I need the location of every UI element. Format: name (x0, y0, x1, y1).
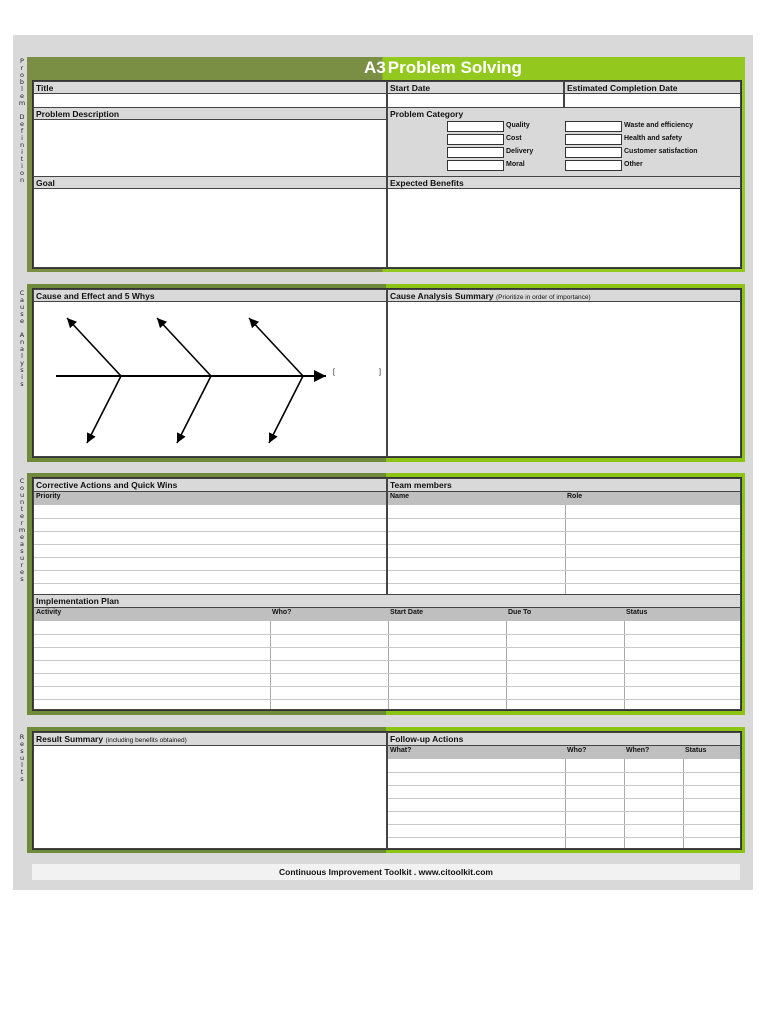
side-letter: C (19, 289, 25, 297)
side-letter: l (21, 761, 23, 769)
side-letter: R (19, 733, 25, 741)
side-label-results (18, 734, 26, 783)
row-divider (34, 544, 386, 545)
activity-column-header: Activity (34, 608, 270, 621)
role-column-header: Role (565, 492, 740, 505)
implementation-plan-cell (33, 594, 741, 710)
row-divider (388, 583, 740, 584)
title-field[interactable] (34, 94, 386, 107)
fishbone-bone-lower-1 (87, 376, 121, 443)
completion-date-label: Estimated Completion Date (565, 82, 740, 94)
completion-date-field[interactable] (565, 94, 740, 107)
expected-benefits-field[interactable] (388, 189, 740, 267)
fishbone-diagram (34, 302, 386, 456)
problem-description-field[interactable] (34, 120, 386, 176)
side-letter: s (20, 547, 24, 555)
category-label-delivery: Delivery (506, 148, 534, 155)
row-divider (388, 531, 740, 532)
cause-summary-title: Cause Analysis Summary (390, 291, 494, 301)
start-date-label: Start Date (388, 82, 563, 94)
cause-summary-label (388, 290, 740, 302)
row-divider (34, 647, 740, 648)
side-letter: a (20, 540, 24, 548)
cause-summary-field[interactable] (388, 302, 740, 456)
result-summary-note: (including benefits obtained) (105, 737, 187, 744)
category-label-health: Health and safety (624, 135, 682, 142)
side-letter: m (18, 99, 26, 107)
result-summary-field[interactable] (34, 746, 386, 848)
side-label-countermeasures (18, 478, 26, 583)
side-label-cause-analysis (18, 290, 26, 388)
row-divider (34, 557, 386, 558)
side-letter: s (20, 775, 24, 783)
problem-category-label: Problem Category (390, 109, 464, 119)
side-letter: l (21, 352, 23, 360)
side-letter: i (21, 373, 23, 381)
row-divider (34, 518, 386, 519)
category-checkbox-cost[interactable] (447, 134, 504, 145)
implementation-plan-label: Implementation Plan (34, 595, 740, 608)
fishbone-bone-lower-3 (269, 376, 303, 443)
side-letter: e (20, 317, 24, 325)
footer-text: Continuous Improvement Toolkit . www.citoolkit.com (32, 864, 740, 880)
side-letter: s (20, 575, 24, 583)
row-divider (34, 699, 740, 700)
side-letter: r (20, 561, 24, 569)
side-letter: i (21, 162, 23, 170)
category-checkbox-moral[interactable] (447, 160, 504, 171)
side-letter: n (19, 498, 25, 506)
side-letter: n (19, 176, 25, 184)
row-divider (388, 544, 740, 545)
title-cell (33, 81, 387, 108)
category-checkbox-other[interactable] (565, 160, 622, 171)
expected-benefits-label: Expected Benefits (388, 177, 740, 189)
results-panel (32, 731, 742, 850)
side-letter: t (20, 505, 24, 513)
start-date-field[interactable] (388, 94, 563, 107)
name-column-header: Name (388, 492, 565, 505)
category-checkbox-delivery[interactable] (447, 147, 504, 158)
what-column-header: What? (388, 746, 565, 759)
team-members-cell (387, 478, 741, 595)
category-label-quality: Quality (506, 122, 530, 129)
side-letter: t (20, 155, 24, 163)
category-label-cost: Cost (506, 135, 522, 142)
title-a3: A3 (364, 58, 386, 77)
side-letter: s (20, 310, 24, 318)
side-letter: i (21, 134, 23, 142)
followup-actions-label: Follow-up Actions (388, 733, 740, 746)
side-letter: A (19, 331, 25, 339)
side-letter: a (20, 296, 24, 304)
problem-description-cell (33, 107, 387, 177)
side-letter: l (21, 85, 23, 93)
side-letter: e (20, 120, 24, 128)
category-checkbox-health[interactable] (565, 134, 622, 145)
who-column-header: Who? (270, 608, 388, 621)
fishbone-bone-upper-2 (157, 318, 211, 376)
completion-date-cell (564, 81, 741, 108)
who-column-header: Who? (565, 746, 624, 759)
row-divider (388, 772, 740, 773)
side-letter: C (19, 477, 25, 485)
start-date-cell (387, 81, 564, 108)
side-letter: P (20, 57, 24, 65)
team-members-label: Team members (388, 479, 740, 492)
goal-label: Goal (34, 177, 386, 189)
row-divider (34, 531, 386, 532)
side-letter: i (21, 148, 23, 156)
row-divider (34, 660, 740, 661)
row-divider (388, 798, 740, 799)
side-letter: o (20, 169, 24, 177)
effect-bracket-close: ] (379, 369, 381, 376)
fishbone-bone-lower-2 (177, 376, 211, 443)
category-label-customer: Customer satisfaction (624, 148, 698, 155)
goal-field[interactable] (34, 189, 386, 267)
side-letter: r (20, 519, 24, 527)
result-summary-title: Result Summary (36, 734, 104, 744)
side-letter: f (20, 127, 24, 135)
row-divider (34, 583, 386, 584)
row-divider (34, 634, 740, 635)
countermeasures-panel (32, 477, 742, 711)
category-label-waste: Waste and efficiency (624, 122, 693, 129)
row-divider (388, 785, 740, 786)
side-letter: s (20, 366, 24, 374)
side-letter: s (20, 747, 24, 755)
status-column-header: Status (624, 608, 740, 621)
cause-summary-note: (Prioritize in order of importance) (496, 294, 591, 301)
when-column-header: When? (624, 746, 683, 759)
side-letter: o (20, 484, 24, 492)
cause-analysis-panel (32, 288, 742, 458)
problem-category-cell (387, 107, 741, 177)
cause-effect-cell (33, 289, 387, 457)
row-divider (388, 837, 740, 838)
side-letter: o (20, 71, 24, 79)
due-to-column-header: Due To (506, 608, 624, 621)
row-divider (388, 824, 740, 825)
side-letter: u (19, 491, 25, 499)
start-date-column-header: Start Date (388, 608, 506, 621)
side-letter: m (18, 526, 26, 534)
side-letter: e (20, 512, 24, 520)
fishbone-bone-upper-3 (249, 318, 303, 376)
side-letter: a (20, 345, 24, 353)
category-checkbox-customer[interactable] (565, 147, 622, 158)
side-letter: u (19, 303, 25, 311)
followup-actions-cell (387, 732, 741, 849)
side-letter: s (20, 380, 24, 388)
category-label-other: Other (624, 161, 643, 168)
effect-bracket-open: [ (333, 369, 335, 376)
result-summary-cell (33, 732, 387, 849)
side-letter: b (19, 78, 25, 86)
category-label-moral: Moral (506, 161, 525, 168)
row-divider (388, 518, 740, 519)
status-column-header: Status (683, 746, 740, 759)
side-letter: e (20, 92, 24, 100)
side-letter: e (20, 740, 24, 748)
priority-column-header: Priority (34, 492, 386, 505)
side-letter: u (19, 554, 25, 562)
goal-cell (33, 176, 387, 268)
row-divider (388, 557, 740, 558)
side-letter: r (20, 64, 24, 72)
title-rest: Problem Solving (387, 58, 522, 77)
side-label-problem-definition (18, 58, 26, 184)
row-divider (34, 570, 386, 571)
row-divider (388, 570, 740, 571)
side-letter: D (19, 113, 25, 121)
side-letter: e (20, 533, 24, 541)
side-letter: e (20, 568, 24, 576)
problem-description-label: Problem Description (34, 108, 386, 120)
category-checkbox-waste[interactable] (565, 121, 622, 132)
row-divider (34, 686, 740, 687)
side-letter: y (20, 359, 24, 367)
side-letter: n (19, 141, 25, 149)
page-title (364, 58, 522, 78)
fishbone-bone-upper-1 (67, 318, 121, 376)
side-letter: n (19, 338, 25, 346)
title-label: Title (34, 82, 386, 94)
expected-benefits-cell (387, 176, 741, 268)
corrective-actions-cell (33, 478, 387, 595)
side-letter: u (19, 754, 25, 762)
row-divider (34, 673, 740, 674)
side-letter: t (20, 768, 24, 776)
row-divider (388, 811, 740, 812)
problem-definition-panel (32, 80, 742, 269)
result-summary-label (34, 733, 386, 746)
category-checkbox-quality[interactable] (447, 121, 504, 132)
corrective-actions-label: Corrective Actions and Quick Wins (34, 479, 386, 492)
cause-summary-cell (387, 289, 741, 457)
cause-effect-label: Cause and Effect and 5 Whys (34, 290, 386, 302)
